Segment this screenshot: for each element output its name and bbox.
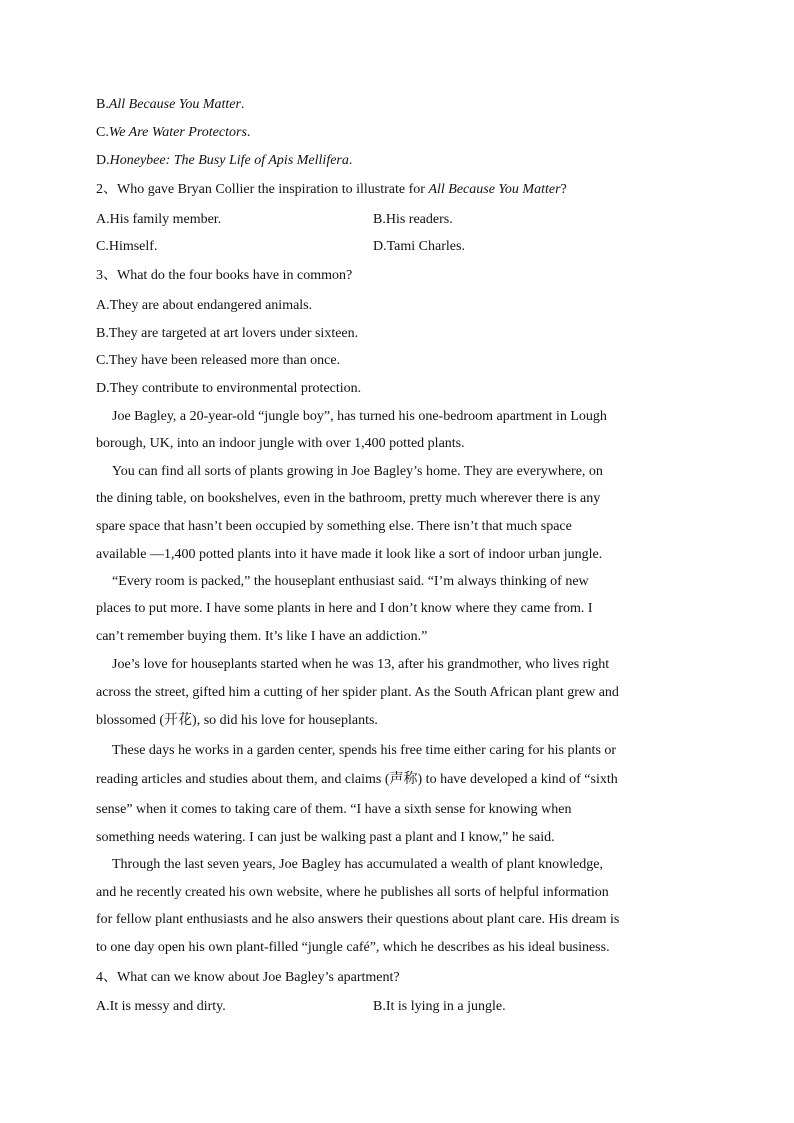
passage-line: something needs watering. I can just be walking past a plant and I know,” he said. — [96, 830, 555, 845]
option-label: D. — [96, 153, 110, 168]
passage-line: across the street, gifted him a cutting of her spider plant. As the South African plant grew and — [96, 685, 619, 700]
q4-option-a: A.It is messy and dirty. — [96, 999, 226, 1014]
passage-line: reading articles and studies about them, and claims (声称) to have developed a kind of “sixth — [96, 772, 618, 787]
passage-line: “Every room is packed,” the houseplant enthusiast said. “I’m always thinking of new — [112, 574, 589, 589]
book-title: All Because You Matter — [428, 182, 561, 197]
punctuation: . — [240, 97, 245, 112]
passage-line: and he recently created his own website, where he publishes all sorts of helpful information — [96, 885, 609, 900]
passage-line: blossomed (开花), so did his love for houseplants. — [96, 713, 378, 728]
passage-line: sense” when it comes to taking care of them. “I have a sixth sense for knowing when — [96, 802, 572, 817]
q1-option-b — [96, 91, 244, 119]
q1-option-d — [96, 147, 352, 175]
q3-stem: 3、What do the four books have in common? — [96, 268, 353, 283]
q3-option-c: C.They have been released more than once. — [96, 353, 341, 368]
book-title: Honeybee: The Busy Life of Apis Mellifera — [109, 153, 349, 168]
punctuation: . — [246, 125, 251, 140]
passage-line: places to put more. I have some plants in here and I don’t know where they came from. I — [96, 601, 593, 616]
q3-option-d: D.They contribute to environmental protection. — [96, 381, 362, 396]
option-label: C. — [96, 125, 109, 140]
passage-line: can’t remember buying them. It’s like I have an addiction.” — [96, 629, 428, 644]
q2-option-b: B.His readers. — [373, 212, 453, 227]
q2-option-c: C.Himself. — [96, 239, 158, 254]
passage-line: borough, UK, into an indoor jungle with over 1,400 potted plants. — [96, 436, 465, 451]
q4-stem: 4、What can we know about Joe Bagley’s apartment? — [96, 970, 400, 985]
passage-line: Through the last seven years, Joe Bagley has accumulated a wealth of plant knowledge, — [112, 857, 604, 872]
passage-line: available —1,400 potted plants into it have made it look like a sort of indoor urban jungle. — [96, 547, 603, 562]
q1-option-c — [96, 119, 250, 147]
passage-line: These days he works in a garden center, spends his free time either caring for his plants or — [112, 743, 617, 758]
passage-line: spare space that hasn’t been occupied by something else. There isn’t that much space — [96, 519, 572, 534]
q2-stem — [96, 176, 567, 204]
passage-line: Joe Bagley, a 20-year-old “jungle boy”, has turned his one-bedroom apartment in Lough — [112, 409, 607, 424]
q4-option-b: B.It is lying in a jungle. — [373, 999, 506, 1014]
q3-option-b: B.They are targeted at art lovers under sixteen. — [96, 326, 359, 341]
passage-line: to one day open his own plant-filled “jungle café”, which he describes as his ideal business. — [96, 940, 610, 955]
book-title: All Because You Matter — [108, 97, 241, 112]
q2-option-a: A.His family member. — [96, 212, 222, 227]
q2-option-d: D.Tami Charles. — [373, 239, 465, 254]
passage-line: for fellow plant enthusiasts and he also answers their questions about plant care. His dream is — [96, 912, 620, 927]
option-label: B. — [96, 97, 109, 112]
passage-line: Joe’s love for houseplants started when he was 13, after his grandmother, who lives right — [112, 657, 610, 672]
punctuation: ? — [560, 182, 567, 197]
punctuation: . — [348, 153, 353, 168]
q3-option-a: A.They are about endangered animals. — [96, 298, 313, 313]
book-title: We Are Water Protectors — [108, 125, 247, 140]
question-text: 2、Who gave Bryan Collier the inspiration to illustrate for — [96, 182, 429, 197]
passage-line: the dining table, on bookshelves, even in the bathroom, pretty much wherever there is any — [96, 491, 601, 506]
passage-line: You can find all sorts of plants growing in Joe Bagley’s home. They are everywhere, on — [112, 464, 603, 479]
